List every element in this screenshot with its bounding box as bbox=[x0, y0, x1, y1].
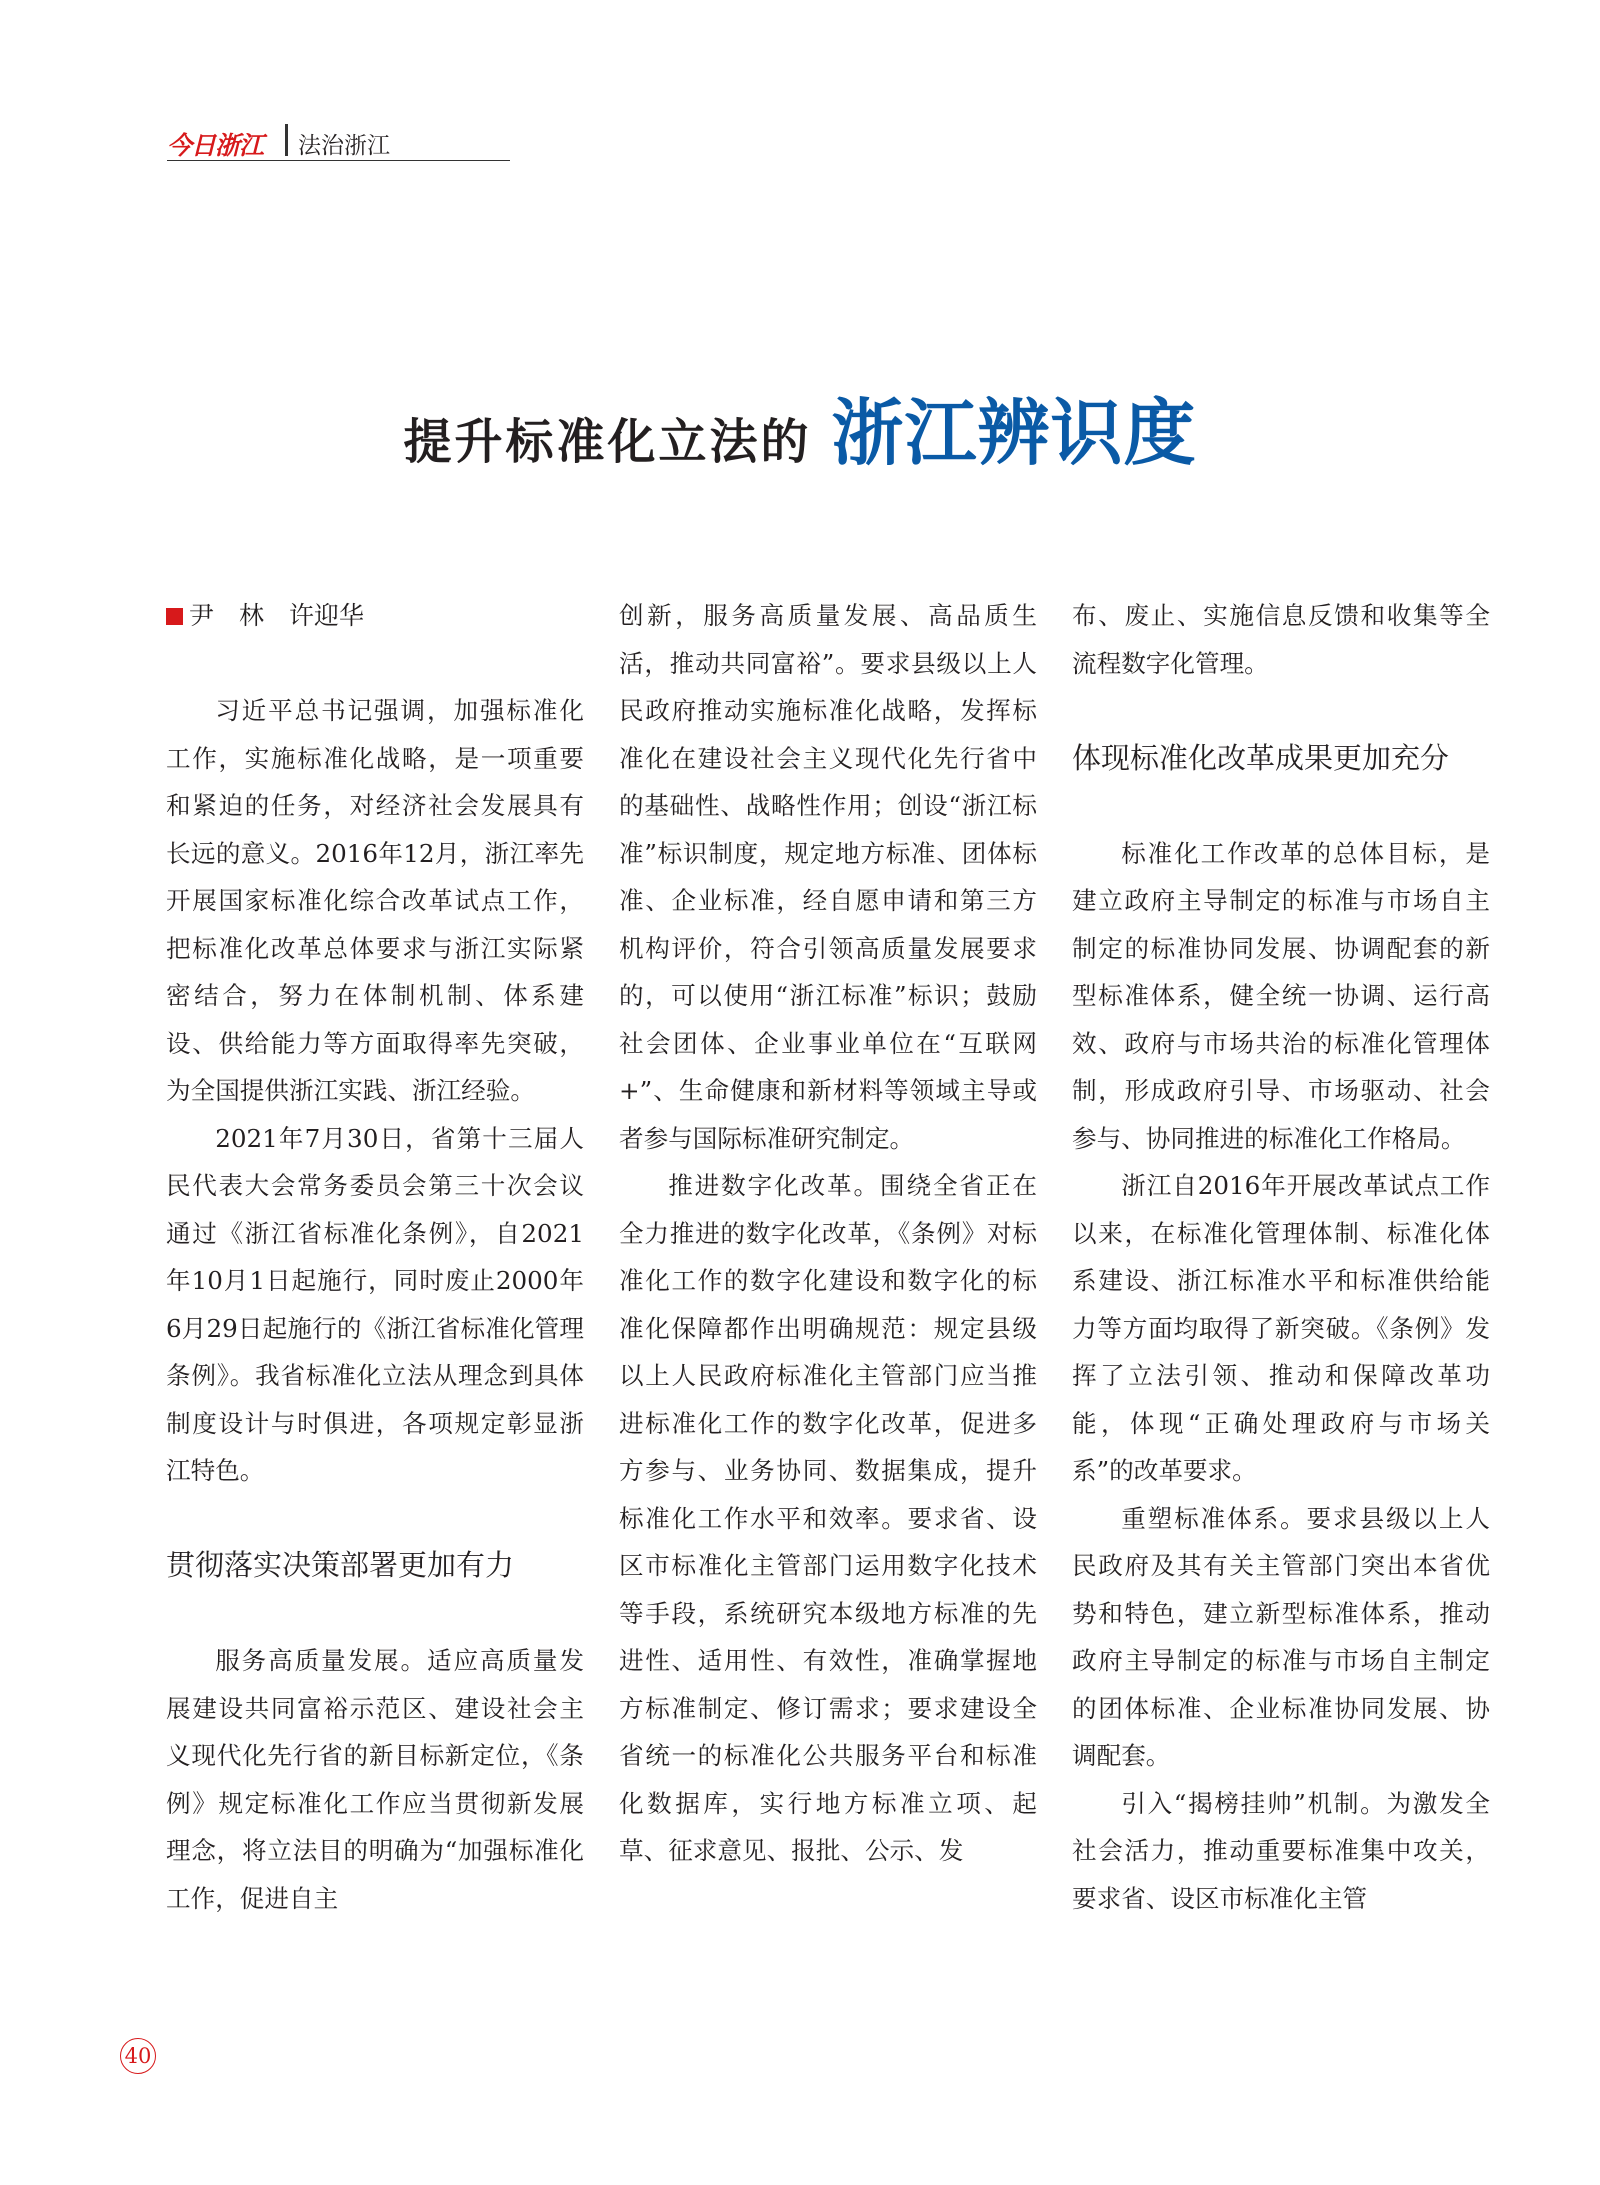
text-column-3 bbox=[1072, 592, 1490, 1922]
title-part-1: 提升标准化立法的 bbox=[403, 414, 812, 470]
running-header bbox=[167, 122, 510, 161]
article-title bbox=[0, 375, 1600, 479]
paragraph: 引入“揭榜挂帅”机制。为激发全社会活力，推动重要标准集中攻关，要求省、设区市标准化主管 bbox=[1072, 1788, 1490, 1913]
paragraph: 服务高质量发展。适应高质量发展建设共同富裕示范区、建设社会主义现代化先行省的新目标新定位，《条例》规定标准化工作应当贯彻新发展理念，将立法目的明确为“加强标准化工作，促进自主 bbox=[166, 1646, 584, 1913]
text-column-1 bbox=[166, 592, 584, 1922]
magazine-logo: 今日浙江 bbox=[167, 131, 264, 160]
paragraph: 浙江自2016年开展改革试点工作以来，在标准化管理体制、标准化体系建设、浙江标准水平和标准供给能力等方面均取得了新突破。《条例》发挥了立法引领、推动和保障改革功能，体现“正确处理政府与市场关系”的改革要求。 bbox=[1072, 1171, 1490, 1485]
section-heading: 体现标准化改革成果更加充分 bbox=[1072, 740, 1450, 775]
header-divider bbox=[285, 124, 288, 156]
text-column-2 bbox=[619, 592, 1037, 1875]
paragraph: 重塑标准体系。要求县级以上人民政府及其有关主管部门突出本省优势和特色，建立新型标准体系，推动政府主导制定的标准与市场自主制定的团体标准、企业标准协同发展、协调配套。 bbox=[1072, 1503, 1490, 1770]
title-part-2: 浙江辨识度 bbox=[831, 391, 1197, 475]
paragraph: 布、废止、实施信息反馈和收集等全流程数字化管理。 bbox=[1072, 601, 1490, 678]
author-names: 尹 林 许迎华 bbox=[189, 601, 365, 630]
section-heading: 贯彻落实决策部署更加有力 bbox=[166, 1548, 515, 1582]
paragraph: 习近平总书记强调，加强标准化工作，实施标准化战略，是一项重要和紧迫的任务，对经济社会发展具有长远的意义。2016年12月，浙江率先开展国家标准化综合改革试点工作，把标准化改革总体要求与浙江实际紧密结合，努力在体制机制、体系建设、供给能力等方面取得率先突破，为全国提供浙江实践、浙江经验。 bbox=[166, 696, 584, 1105]
byline bbox=[166, 592, 584, 640]
paragraph: 2021年7月30日，省第十三届人民代表大会常务委员会第三十次会议通过《浙江省标准化条例》，自2021年10月1日起施行，同时废止2000年6月29日起施行的《浙江省标准化管理条例》。我省标准化立法从理念到具体制度设计与时俱进，各项规定彰显浙江特色。 bbox=[166, 1123, 584, 1485]
page-number: 40 bbox=[120, 2038, 156, 2074]
paragraph: 推进数字化改革。围绕全省正在全力推进的数字化改革，《条例》对标准化工作的数字化建设和数字化的标准化保障都作出明确规范：规定县级以上人民政府标准化主管部门应当推进标准化工作的数字化改革，促进多方参与、业务协同、数据集成，提升标准化工作水平和效率。要求省、设区市标准化主管部门运用数字化技术等手段，系统研究本级地方标准的先进性、适用性、有效性，准确掌握地方标准制定、修订需求；要求建设全省统一的标准化公共服务平台和标准化数据库，实行地方标准立项、起草、征求意见、报批、公示、发 bbox=[619, 1171, 1037, 1865]
paragraph: 创新，服务高质量发展、高品质生活，推动共同富裕”。要求县级以上人民政府推动实施标准化战略，发挥标准化在建设社会主义现代化先行省中的基础性、战略性作用；创设“浙江标准”标识制度，规定地方标准、团体标准、企业标准，经自愿申请和第三方机构评价，符合引领高质量发展要求的，可以使用“浙江标准”标识；鼓励社会团体、企业事业单位在“互联网+”、生命健康和新材料等领域主导或者参与国际标准研究制定。 bbox=[619, 601, 1037, 1153]
byline-marker bbox=[166, 608, 183, 625]
section-name: 法治浙江 bbox=[298, 133, 390, 159]
paragraph: 标准化工作改革的总体目标，是建立政府主导制定的标准与市场自主制定的标准协同发展、协调配套的新型标准体系，健全统一协调、运行高效、政府与市场共治的标准化管理体制，形成政府引导、市场驱动、社会参与、协同推进的标准化工作格局。 bbox=[1072, 838, 1490, 1153]
